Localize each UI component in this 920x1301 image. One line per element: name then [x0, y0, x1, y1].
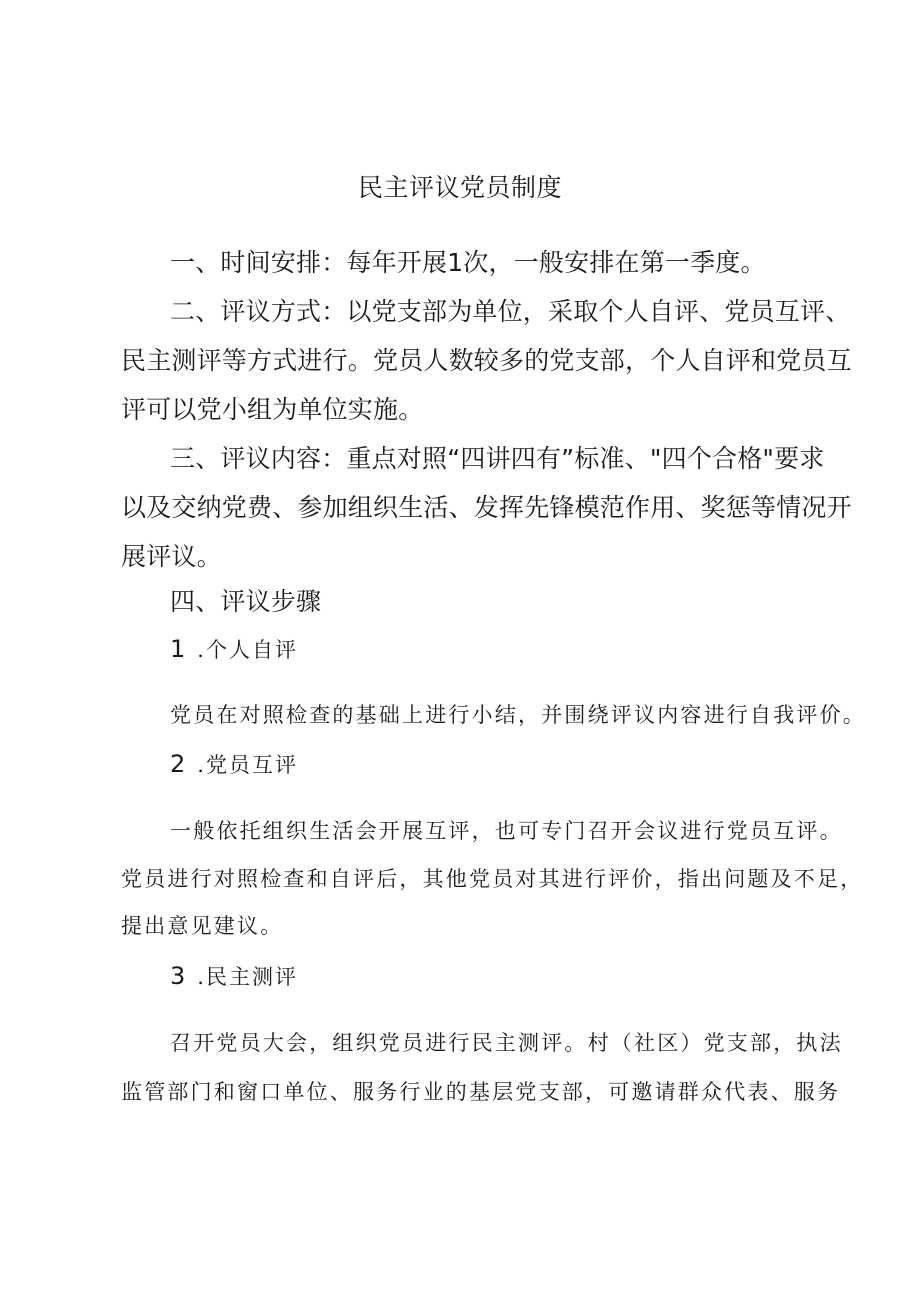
page-title: 民主评议党员制度 [357, 173, 562, 202]
step-2-body-line-3: 提出意见建议。 [121, 914, 284, 938]
section-content-line-1: 三、评议内容：重点对照“四讲四有”标准、"四个合格"要求 [170, 444, 825, 473]
step-2-label: .党员互评 [197, 753, 298, 777]
step-2-body-line-2: 党员进行对照检查和自评后，其他党员对其进行评价，指出问题及不足， [121, 867, 864, 891]
step-3-label: .民主测评 [197, 965, 298, 989]
section-method-line-1: 二、评议方式：以党支部为单位，采取个人自评、党员互评、 [170, 297, 851, 326]
step-1-body: 党员在对照检查的基础上进行小结，并围绕评议内容进行自我评价。 [170, 703, 866, 727]
section-content-line-3: 展评议。 [121, 542, 222, 571]
section-time-arrangement: 一、时间安排：每年开展1次，一般安排在第一季度。 [170, 248, 766, 277]
section-content-line-2: 以及交纳党费、参加组织生活、发挥先锋模范作用、奖惩等情况开 [121, 493, 852, 522]
step-2-body-line-1: 一般依托组织生活会开展互评，也可专门召开会议进行党员互评。 [170, 819, 843, 843]
step-2-heading [170, 749, 298, 779]
section-steps-heading: 四、评议步骤 [170, 587, 322, 616]
step-1-label: .个人自评 [197, 638, 298, 662]
step-2-number: 2 [170, 750, 186, 778]
section-method-line-2: 民主测评等方式进行。党员人数较多的党支部，个人自评和党员互 [121, 346, 852, 375]
step-3-number: 3 [170, 962, 186, 990]
step-1-number: 1 [170, 635, 186, 663]
step-1-heading [170, 634, 298, 664]
section-method-line-3: 评可以党小组为单位实施。 [121, 395, 424, 424]
step-3-heading [170, 961, 298, 991]
step-3-body-line-1: 召开党员大会，组织党员进行民主测评。村（社区）党支部，执法 [170, 1031, 843, 1055]
step-3-body-line-2: 监管部门和窗口单位、服务行业的基层党支部，可邀请群众代表、服务 [121, 1080, 841, 1104]
